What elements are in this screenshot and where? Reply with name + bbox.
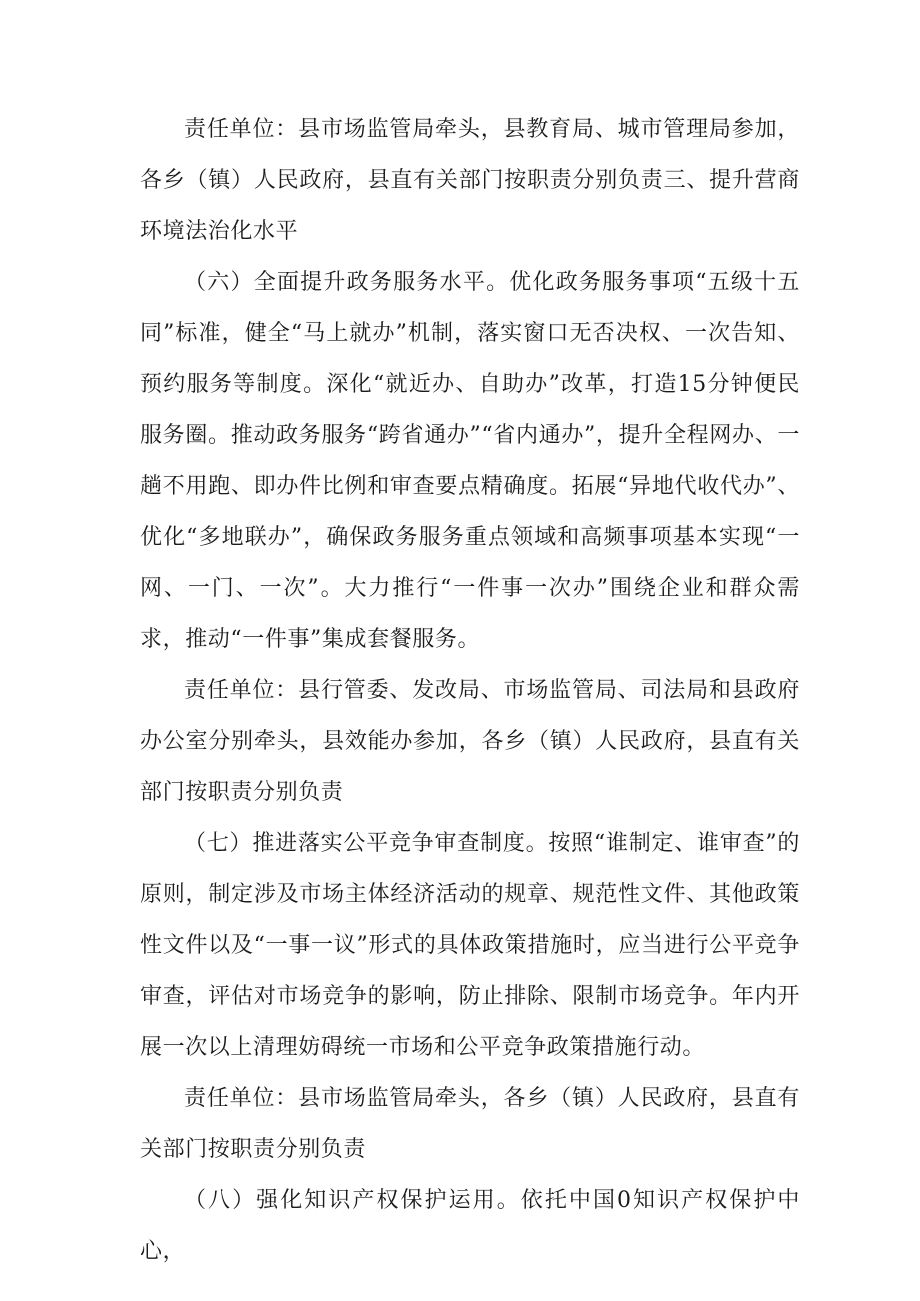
- paragraph-item-6: （六）全面提升政务服务水平。优化政务服务事项“五级十五同”标准，健全“马上就办”机制，落实窗口无否决权、一次告知、预约服务等制度。深化“就近办、自助办”改革，打造15分钟便民服务圈。推动政务服务“跨省通办”“省内通办”，提升全程网办、一趟不用跑、即办件比例和审查要点精确度。拓展“异地代收代办”、优化“多地联办”，确保政务服务重点领域和高频事项基本实现“一网、一门、一次”。大力推行“一件事一次办”围绕企业和群众需求，推动“一件事”集成套餐服务。: [140, 270, 800, 652]
- document-body: [140, 104, 800, 1277]
- paragraph-item-8: （八）强化知识产权保护运用。依托中国0知识产权保护中心，: [140, 1188, 800, 1264]
- paragraph-item-7: （七）推进落实公平竞争审查制度。按照“谁制定、谁审查”的原则，制定涉及市场主体经济活动的规章、规范性文件、其他政策性文件以及“一事一议”形式的具体政策措施时，应当进行公平竞争审查，评估对市场竞争的影响，防止排除、限制市场竞争。年内开展一次以上清理妨碍统一市场和公平竞争政策措施行动。: [140, 831, 800, 1060]
- paragraph-responsibility-2: 责任单位：县行管委、发改局、市场监管局、司法局和县政府办公室分别牵头，县效能办参加，各乡（镇）人民政府，县直有关部门按职责分别负责: [140, 678, 800, 805]
- paragraph-responsibility-3: 责任单位：县市场监管局牵头，各乡（镇）人民政府，县直有关部门按职责分别负责: [140, 1086, 800, 1162]
- paragraph-responsibility-1: 责任单位：县市场监管局牵头，县教育局、城市管理局参加，各乡（镇）人民政府，县直有关部门按职责分别负责三、提升营商环境法治化水平: [140, 117, 800, 244]
